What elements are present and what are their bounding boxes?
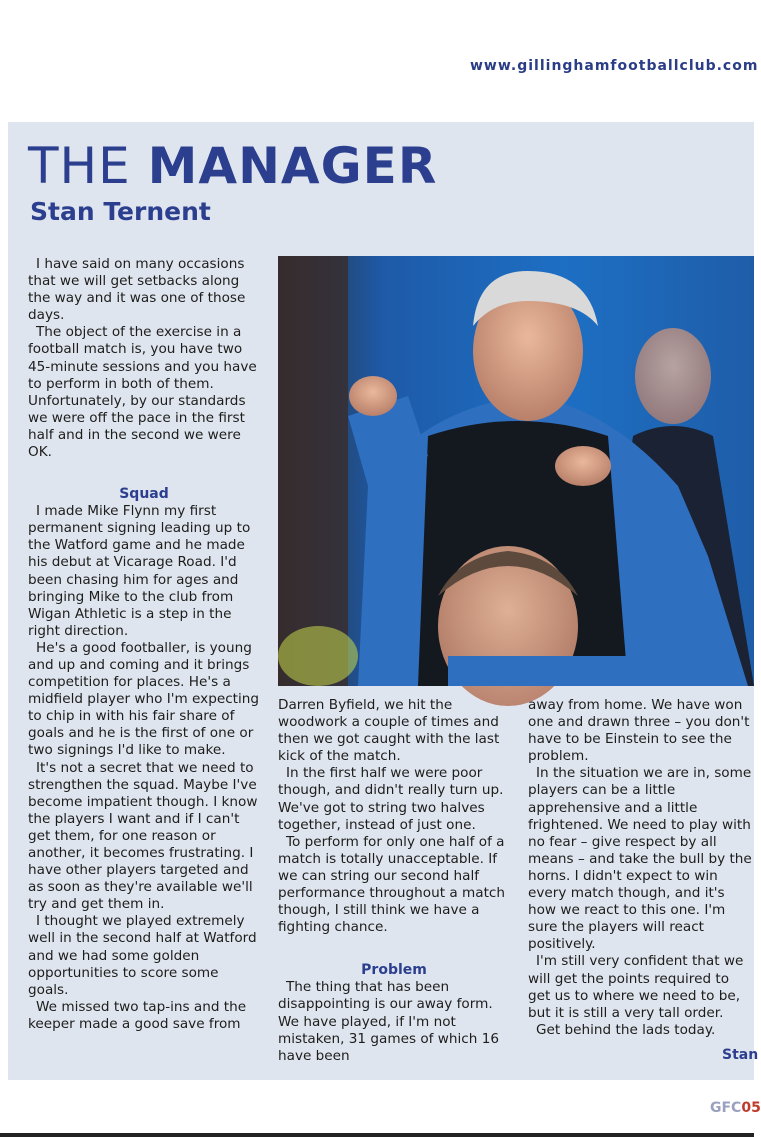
paragraph: I made Mike Flynn my first permanent signing leading up to the Watford game and he made his debut at Vicarage Road. I'd been chasing him for ages and bringing Mike to the club from Wigan Athletic is a step in the right direction. [28,503,251,639]
manager-photo [278,256,754,686]
subhead-squad: Squad [119,486,169,503]
paragraph: Darren Byfield, we hit the woodwork a couple of times and then we got caught with the last kick of the match. [278,697,500,765]
page-number: 05 [741,1100,761,1116]
article-column-3 [528,697,754,1039]
paragraph: I thought we played extremely well in the second half at Watford and we had some golden opportunities to score some goals. [28,913,257,998]
article-column-2 [278,697,510,1065]
page-footer [710,1100,761,1116]
page-header-url: www.gillinghamfootballclub.com [470,58,759,74]
footer-prefix: GFC [710,1100,742,1116]
article-column-1 [28,256,260,1033]
paragraph: In the first half we were poor though, and didn't really turn up. We've got to string two halves together, instead of just one. [278,765,504,833]
paragraph: He's a good footballer, is young and up and coming and it brings competition for places. He's a midfield player who I'm expecting to chip in with his fair share of goals and he is the first of one or two signings I'd like to make. [28,639,260,759]
title-part-the: THE [28,137,148,195]
paragraph: It's not a secret that we need to strengthen the squad. Maybe I've become impatient though. I know the players I want and if I can't get them, for one reason or another, it becomes frustrating. I have other players targeted and as soon as they're available we'll try and get them in. [28,759,258,913]
paragraph: I have said on many occasions that we will get setbacks along the way and it was one of those days. [28,256,246,324]
bottom-rule [0,1133,754,1137]
paragraph: In the situation we are in, some players can be a little apprehensive and a little frightened. We need to play with no fear – give respect by all means – and take the bull by the horns. I didn't expect to win every match though, and it's how we react to this one. I'm sure the players will react positively. [528,765,752,953]
paragraph: I'm still very confident that we will get the points required to get us to where we need to be, but it is still a very tall order. [528,953,744,1021]
page-subtitle: Stan Ternent [30,197,211,226]
paragraph: The object of the exercise in a football match is, you have two 45-minute sessions and you have to perform in both of them. Unfortunately, by our standards we were off the pace in the first half and in the second we were OK. [28,324,257,461]
paragraph: away from home. We have won one and drawn three – you don't have to be Einstein to see the problem. [528,697,750,765]
subhead-problem: Problem [361,962,427,979]
paragraph: We missed two tap-ins and the keeper made a good save from [28,998,247,1032]
paragraph: The thing that has been disappointing is our away form. We have played, if I'm not mistaken, 31 games of which 16 have been [278,979,499,1064]
title-part-manager: MANAGER [147,137,438,195]
paragraph: Get behind the lads today. [536,1021,716,1038]
signoff: Stan [722,1047,759,1063]
page-title [28,138,437,194]
paragraph: To perform for only one half of a match is totally unacceptable. If we can string our second half performance throughout a match though, I still think we have a fighting chance. [278,833,506,936]
